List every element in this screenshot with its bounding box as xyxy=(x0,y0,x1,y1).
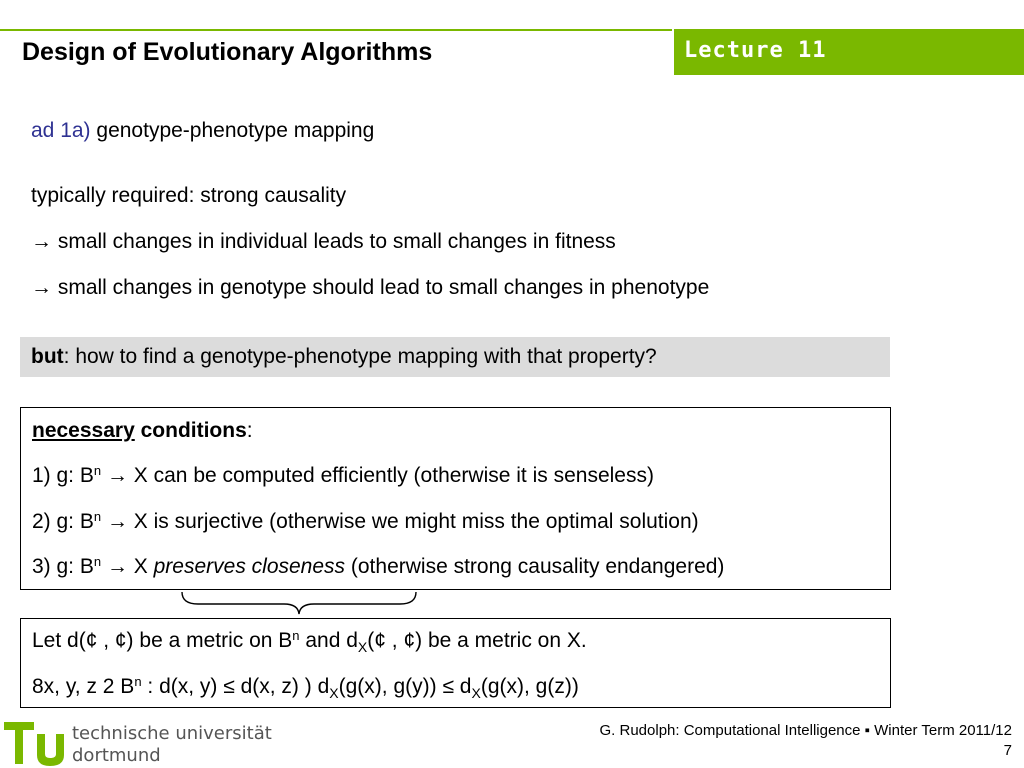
metric-box xyxy=(20,618,891,708)
causality-line: typically required: strong causality xyxy=(31,184,347,207)
metric-definition: Let d(¢ , ¢) be a metric on $B^n$ and $d_X(¢$ , ¢) be a metric on X. xyxy=(32,628,587,655)
condition-item: 2) g: $B^n \to X$ is surjective (otherwise we might miss the optimal solution) xyxy=(32,509,699,533)
logo-line-1: technische universität xyxy=(72,723,272,744)
lecture-label: Lecture 11 xyxy=(684,38,827,63)
tu-logo-icon xyxy=(4,718,66,766)
condition-item: 3) g: $B^n \to X$ preserves closeness (otherwise strong causality endangered) xyxy=(32,554,725,578)
lecture-badge xyxy=(674,29,1024,75)
phenotype-line: → small changes in genotype should lead to small changes in phenotype xyxy=(31,276,710,299)
section-heading-text: genotype-phenotype mapping xyxy=(96,119,375,142)
question-body: : how to find a genotype-phenotype mapping with that property? xyxy=(63,345,657,368)
but-word: but xyxy=(31,345,64,368)
page-title: Design of Evolutionary Algorithms xyxy=(22,38,433,66)
condition-item: 1) g: $B^n \to X$ can be computed efficiently (otherwise it is senseless) xyxy=(32,463,654,487)
conditions-box xyxy=(20,407,891,590)
section-heading-prefix: ad 1a) xyxy=(31,119,91,142)
logo-line-2: dortmund xyxy=(72,745,161,766)
brace-connector xyxy=(180,590,418,616)
conditions-word: conditions xyxy=(140,419,247,442)
page-number: 7 xyxy=(1003,742,1012,759)
conditions-heading xyxy=(32,418,253,444)
header-rule xyxy=(0,29,672,31)
footer-credit: G. Rudolph: Computational Intelligence ▪ Winter Term 2011/12 xyxy=(599,722,1012,739)
fitness-line: → small changes in individual leads to small changes in fitness xyxy=(31,230,616,253)
necessary-word: necessary xyxy=(32,419,135,442)
question-text xyxy=(31,344,657,370)
closeness-formula: 8x, y, z 2 $B^n$ : d(x, y) ≤ d(x, z) ) $d_X(g(x)$, $g(y)) \le d_X(g(x)$, g(z)) xyxy=(32,674,579,701)
section-heading xyxy=(31,118,374,144)
university-logo xyxy=(4,712,274,768)
question-highlight xyxy=(20,337,890,377)
conditions-colon: : xyxy=(246,419,253,442)
